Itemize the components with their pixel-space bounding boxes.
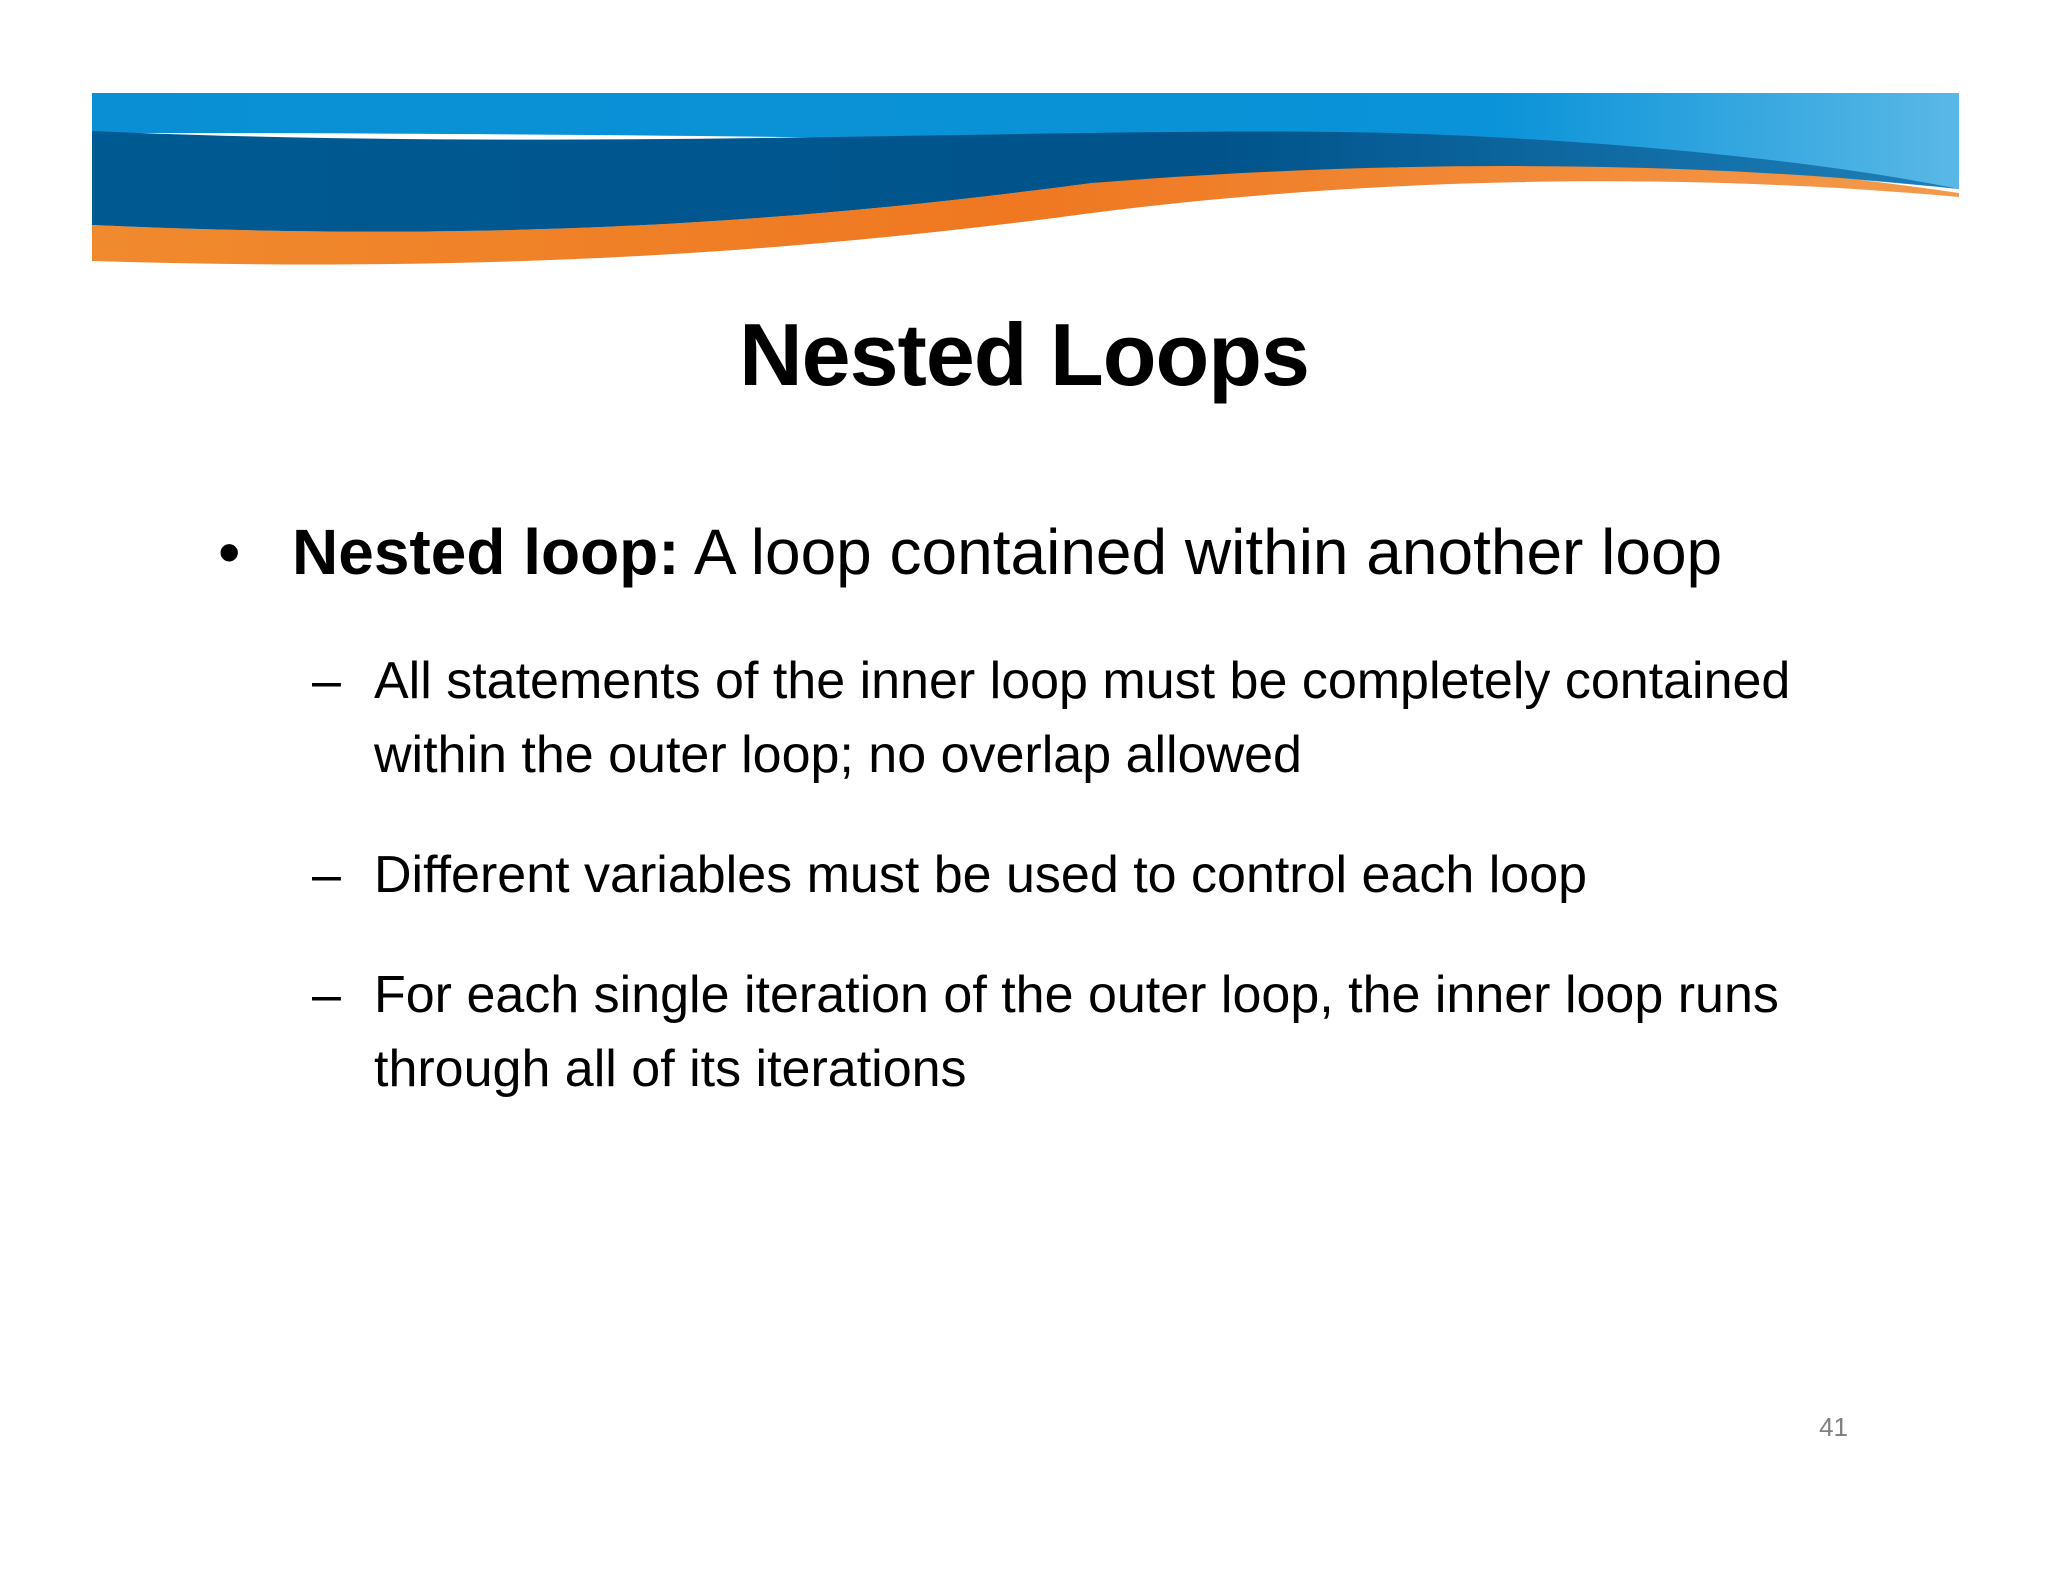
sub-bullet-text: For each single iteration of the outer loop, the inner loop runs through all of its iterations xyxy=(374,966,1779,1098)
page-number: 41 xyxy=(1819,1412,1848,1442)
slide-title: Nested Loops xyxy=(739,305,1309,404)
header-wave-banner xyxy=(92,93,1959,283)
bullet-term: Nested loop: xyxy=(292,516,680,588)
sub-bullet-marker: – xyxy=(312,846,341,904)
bullet-definition: A loop contained within another loop xyxy=(679,516,1723,588)
bullet-marker: • xyxy=(218,516,241,588)
sub-bullet-marker: – xyxy=(312,652,341,710)
sub-bullet-marker: – xyxy=(312,966,341,1024)
sub-bullet-text: Different variables must be used to control each loop xyxy=(374,846,1588,904)
sub-bullet-text: All statements of the inner loop must be completely contained within the outer loop; no overlap allowed xyxy=(374,652,1791,784)
main-bullet-text xyxy=(292,510,1722,594)
